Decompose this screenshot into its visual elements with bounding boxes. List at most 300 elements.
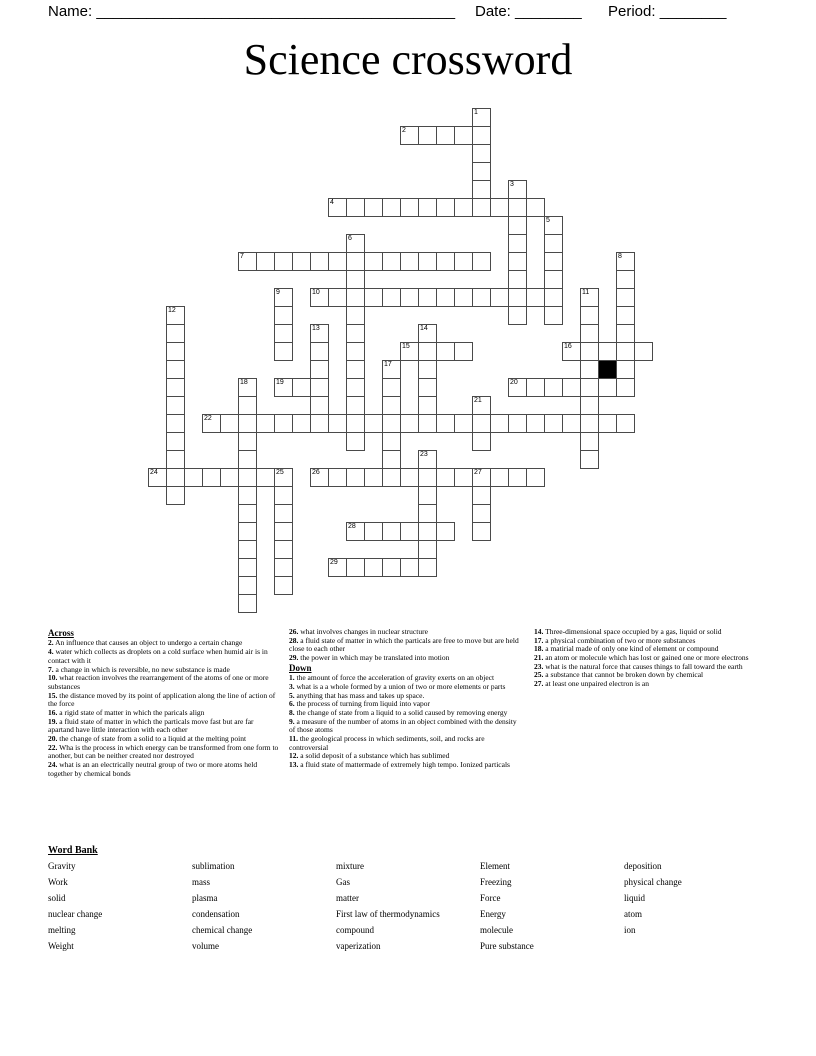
- crossword-cell: [508, 468, 527, 487]
- crossword-cell: [274, 468, 293, 487]
- crossword-cell: [508, 306, 527, 325]
- crossword-cell: [418, 522, 437, 541]
- word-bank-item: Energy: [480, 909, 506, 919]
- crossword-cell: [382, 198, 401, 217]
- clue-number: 22: [204, 415, 212, 422]
- crossword-cell: [256, 414, 275, 433]
- crossword-cell: [454, 198, 473, 217]
- crossword-cell: [454, 414, 473, 433]
- crossword-cell: [400, 252, 419, 271]
- crossword-cell: [238, 252, 257, 271]
- crossword-cell: [472, 522, 491, 541]
- word-bank-item: vaperization: [336, 941, 381, 951]
- crossword-cell: [346, 378, 365, 397]
- crossword-cell: [166, 342, 185, 361]
- crossword-cell: [580, 342, 599, 361]
- crossword-cell: [544, 234, 563, 253]
- crossword-cell: [292, 252, 311, 271]
- crossword-cell: [400, 126, 419, 145]
- crossword-cell: [580, 414, 599, 433]
- crossword-cell: [508, 216, 527, 235]
- clue-number: 11: [582, 289, 590, 296]
- crossword-cell: [472, 108, 491, 127]
- clue-number: 29: [330, 559, 338, 566]
- word-bank-item: deposition: [624, 861, 662, 871]
- word-bank-item: physical change: [624, 877, 682, 887]
- period-label: Period:: [608, 3, 656, 20]
- crossword-cell: [364, 468, 383, 487]
- crossword-cell: [220, 414, 239, 433]
- crossword-cell: [274, 324, 293, 343]
- crossword-cell: [256, 252, 275, 271]
- crossword-cell: [238, 576, 257, 595]
- crossword-cell: [148, 468, 167, 487]
- crossword-cell: [382, 360, 401, 379]
- crossword-cell: [274, 306, 293, 325]
- crossword-cell: [274, 576, 293, 595]
- crossword-cell: [526, 378, 545, 397]
- crossword-cell: [166, 414, 185, 433]
- crossword-cell: [418, 252, 437, 271]
- crossword-cell: [346, 522, 365, 541]
- crossword-cell: [364, 522, 383, 541]
- name-label: Name:: [48, 3, 93, 20]
- crossword-cell: [238, 522, 257, 541]
- period-blank-line: ________: [659, 3, 727, 20]
- crossword-cell: [310, 468, 329, 487]
- across-heading: Across: [48, 628, 74, 638]
- word-bank-item: Freezing: [480, 877, 512, 887]
- crossword-cell: [580, 432, 599, 451]
- crossword-cell: [364, 198, 383, 217]
- crossword-cell: [526, 198, 545, 217]
- crossword-cell: [454, 342, 473, 361]
- word-bank-item: chemical change: [192, 925, 253, 935]
- date-label: Date:: [475, 3, 511, 20]
- clue-number: 16: [564, 343, 572, 350]
- crossword-grid: [130, 108, 654, 614]
- crossword-cell: [274, 540, 293, 559]
- crossword-cell: [544, 288, 563, 307]
- crossword-cell: [418, 558, 437, 577]
- clue-26: 26. what involves changes in nuclear structure: [289, 627, 428, 636]
- crossword-cell: [400, 522, 419, 541]
- word-bank-item: Pure substance: [480, 941, 534, 951]
- crossword-cell: [544, 378, 563, 397]
- crossword-cell: [400, 558, 419, 577]
- crossword-cell: [526, 288, 545, 307]
- crossword-cell: [166, 432, 185, 451]
- crossword-cell: [328, 198, 347, 217]
- crossword-filled-cell: [598, 360, 617, 379]
- crossword-cell: [364, 414, 383, 433]
- crossword-cell: [508, 234, 527, 253]
- crossword-cell: [418, 126, 437, 145]
- word-bank-item: nuclear change: [48, 909, 103, 919]
- word-bank-item: Gravity: [48, 861, 76, 871]
- word-bank-item: Element: [480, 861, 510, 871]
- clue-8: 8. the change of state from a liquid to a solid caused by removing energy: [289, 707, 508, 717]
- crossword-cell: [274, 288, 293, 307]
- crossword-cell: [238, 594, 257, 613]
- crossword-cell: [580, 378, 599, 397]
- crossword-cell: [274, 378, 293, 397]
- crossword-cell: [508, 378, 527, 397]
- clue-19: 19. a fluid state of matter in which the particals move fast but are far apartand have little interaction with each other: [48, 716, 254, 735]
- clue-11: 11. the geological process in which sediments, soil, and rocks are controversial: [289, 734, 485, 752]
- clue-number: 10: [312, 289, 320, 296]
- crossword-cell: [382, 450, 401, 469]
- crossword-cell: [310, 360, 329, 379]
- crossword-cell: [364, 288, 383, 307]
- crossword-cell: [526, 414, 545, 433]
- clue-number: 21: [474, 397, 482, 404]
- word-bank-item: Force: [480, 893, 501, 903]
- page-title: Science crossword: [243, 35, 573, 84]
- clue-number: 28: [348, 523, 356, 530]
- word-bank-item: Work: [48, 877, 68, 887]
- crossword-cell: [382, 396, 401, 415]
- crossword-cell: [382, 414, 401, 433]
- crossword-cell: [544, 306, 563, 325]
- crossword-cell: [310, 414, 329, 433]
- clue-number: 27: [474, 469, 482, 476]
- clue-14: 14. Three-dimensional space occupied by a gas, liquid or solid: [534, 627, 722, 636]
- crossword-cell: [238, 378, 257, 397]
- crossword-cell: [328, 558, 347, 577]
- crossword-cell: [364, 252, 383, 271]
- crossword-cell: [346, 558, 365, 577]
- word-bank-item: volume: [192, 941, 219, 951]
- crossword-cell: [472, 486, 491, 505]
- crossword-cell: [346, 342, 365, 361]
- crossword-cell: [184, 468, 203, 487]
- crossword-cell: [292, 414, 311, 433]
- crossword-cell: [490, 288, 509, 307]
- date-blank-line: ________: [515, 3, 582, 20]
- crossword-cell: [616, 288, 635, 307]
- crossword-cell: [508, 288, 527, 307]
- crossword-cell: [598, 342, 617, 361]
- crossword-cell: [166, 450, 185, 469]
- crossword-cell: [436, 252, 455, 271]
- crossword-cell: [472, 252, 491, 271]
- word-bank: [48, 861, 768, 957]
- crossword-cell: [472, 180, 491, 199]
- word-bank-item: sublimation: [192, 861, 235, 871]
- crossword-cell: [490, 198, 509, 217]
- crossword-cell: [562, 378, 581, 397]
- crossword-cell: [346, 432, 365, 451]
- clue-number: 7: [240, 253, 244, 260]
- crossword-cell: [634, 342, 653, 361]
- clue-number: 18: [240, 379, 248, 386]
- crossword-cell: [310, 342, 329, 361]
- crossword-cell: [454, 126, 473, 145]
- crossword-cell: [580, 450, 599, 469]
- clue-number: 23: [420, 451, 428, 458]
- crossword-cell: [508, 180, 527, 199]
- crossword-cell: [346, 468, 365, 487]
- crossword-cell: [490, 414, 509, 433]
- crossword-cell: [310, 378, 329, 397]
- clue-number: 20: [510, 379, 518, 386]
- clue-number: 1: [474, 109, 478, 116]
- period-field: [608, 3, 726, 20]
- crossword-cell: [418, 486, 437, 505]
- crossword-cell: [166, 360, 185, 379]
- crossword-cell: [274, 414, 293, 433]
- crossword-cell: [274, 522, 293, 541]
- clue-5: 5. anything that has mass and takes up space.: [289, 690, 425, 700]
- crossword-cell: [436, 198, 455, 217]
- date-field: [475, 3, 582, 20]
- crossword-cell: [472, 468, 491, 487]
- clue-9: 9. a measure of the number of atoms in an object combined with the density of those atoms: [289, 716, 517, 735]
- crossword-cell: [400, 342, 419, 361]
- crossword-cell: [202, 414, 221, 433]
- crossword-cell: [346, 288, 365, 307]
- crossword-cell: [418, 342, 437, 361]
- crossword-cell: [544, 252, 563, 271]
- crossword-cell: [454, 288, 473, 307]
- crossword-cell: [238, 450, 257, 469]
- crossword-cell: [436, 414, 455, 433]
- crossword-cell: [220, 468, 239, 487]
- crossword-cell: [598, 414, 617, 433]
- word-bank-item: Weight: [48, 941, 74, 951]
- crossword-cell: [346, 324, 365, 343]
- crossword-cell: [346, 252, 365, 271]
- crossword-cell: [616, 378, 635, 397]
- crossword-cell: [436, 342, 455, 361]
- clue-number: 25: [276, 469, 284, 476]
- clue-21: 21. an atom or molecule which has lost or gained one or more electrons: [534, 653, 749, 663]
- crossword-cell: [616, 252, 635, 271]
- crossword-cell: [616, 342, 635, 361]
- clue-7: 7. a change in which is reversible, no new substance is made: [48, 664, 230, 674]
- crossword-cell: [328, 252, 347, 271]
- clue-29: 29. the power in which may be translated into motion: [289, 653, 450, 663]
- clue-number: 13: [312, 325, 320, 332]
- clue-10: 10. what reaction involves the rearrangement of the atoms of one or more substances: [48, 673, 269, 691]
- crossword-cell: [436, 468, 455, 487]
- clue-number: 26: [312, 469, 320, 476]
- crossword-cell: [616, 360, 635, 379]
- crossword-cell: [580, 306, 599, 325]
- crossword-cell: [400, 468, 419, 487]
- word-bank-item: solid: [48, 893, 66, 903]
- crossword-cell: [328, 288, 347, 307]
- crossword-cell: [364, 558, 383, 577]
- clue-3: 3. what is a a whole formed by a union of two or more elements or parts: [289, 681, 506, 691]
- crossword-cell: [544, 270, 563, 289]
- crossword-cell: [238, 558, 257, 577]
- word-bank-item: compound: [336, 925, 374, 935]
- crossword-cell: [418, 540, 437, 559]
- crossword-cell: [400, 288, 419, 307]
- clue-27: 27. at least one unpaired electron is an: [534, 679, 649, 689]
- clue-number: 12: [168, 307, 176, 314]
- crossword-cell: [508, 198, 527, 217]
- clue-number: 8: [618, 253, 622, 260]
- crossword-cell: [292, 378, 311, 397]
- clue-number: 15: [402, 343, 410, 350]
- crossword-cell: [418, 360, 437, 379]
- crossword-cell: [346, 360, 365, 379]
- crossword-cell: [382, 522, 401, 541]
- crossword-cell: [436, 288, 455, 307]
- crossword-cell: [274, 558, 293, 577]
- crossword-cell: [274, 504, 293, 523]
- crossword-cell: [238, 540, 257, 559]
- crossword-cell: [346, 414, 365, 433]
- crossword-cell: [274, 486, 293, 505]
- crossword-cell: [274, 342, 293, 361]
- crossword-cell: [580, 288, 599, 307]
- name-blank-line: ___________________________________________: [96, 3, 456, 20]
- crossword-cell: [238, 414, 257, 433]
- crossword-cell: [490, 468, 509, 487]
- crossword-cell: [472, 432, 491, 451]
- crossword-cell: [472, 162, 491, 181]
- word-bank-item: liquid: [624, 893, 646, 903]
- crossword-cell: [346, 270, 365, 289]
- crossword-cell: [400, 198, 419, 217]
- crossword-cell: [580, 396, 599, 415]
- clue-12: 12. a solid deposit of a substance which has sublimed: [289, 751, 450, 761]
- word-bank-item: ion: [624, 925, 636, 935]
- crossword-cell: [166, 306, 185, 325]
- crossword-cell: [166, 468, 185, 487]
- crossword-cell: [382, 558, 401, 577]
- crossword-cell: [346, 306, 365, 325]
- word-bank-item: plasma: [192, 893, 218, 903]
- crossword-cell: [346, 396, 365, 415]
- crossword-cell: [508, 270, 527, 289]
- clue-16: 16. a rigid state of matter in which the paricals align: [48, 707, 205, 717]
- word-bank-item: mass: [192, 877, 210, 887]
- crossword-cell: [328, 414, 347, 433]
- crossword-cell: [616, 306, 635, 325]
- clue-18: 18. a matirial made of only one kind of element or compound: [534, 644, 719, 654]
- clue-number: 4: [330, 199, 334, 206]
- crossword-cell: [472, 198, 491, 217]
- crossword-cell: [382, 432, 401, 451]
- crossword-cell: [346, 198, 365, 217]
- clue-28: 28. a fluid state of matter in which the particals are free to move but are held close to each other: [289, 635, 519, 654]
- clue-22: 22. Wha is the process in which energy can be transformed from one form to another, but can be neither created nor destroyed: [48, 742, 279, 761]
- crossword-cell: [418, 414, 437, 433]
- word-bank-item: molecule: [480, 925, 513, 935]
- crossword-cell: [580, 360, 599, 379]
- clue-25: 25. a substance that cannot be broken down by chemical: [534, 670, 704, 680]
- crossword-cell: [166, 486, 185, 505]
- crossword-cell: [472, 126, 491, 145]
- crossword-cell: [382, 468, 401, 487]
- crossword-cell: [166, 324, 185, 343]
- crossword-cell: [418, 198, 437, 217]
- crossword-cell: [508, 252, 527, 271]
- crossword-cell: [166, 378, 185, 397]
- clue-6: 6. the process of turning from liquid into vapor: [289, 699, 431, 709]
- crossword-cell: [418, 504, 437, 523]
- clue-number: 2: [402, 127, 406, 134]
- word-bank-item: condensation: [192, 909, 240, 919]
- clue-number: 3: [510, 181, 514, 188]
- crossword-cell: [472, 414, 491, 433]
- clue-number: 5: [546, 217, 550, 224]
- clue-2: 2. An influence that causes an object to undergo a certain change: [48, 638, 243, 648]
- crossword-cell: [310, 288, 329, 307]
- crossword-cell: [562, 414, 581, 433]
- crossword-cell: [256, 468, 275, 487]
- crossword-cell: [472, 396, 491, 415]
- crossword-cell: [310, 396, 329, 415]
- crossword-cell: [238, 396, 257, 415]
- word-bank-item: matter: [336, 893, 359, 903]
- word-bank-item: Gas: [336, 877, 350, 887]
- crossword-cell: [328, 468, 347, 487]
- crossword-cell: [310, 324, 329, 343]
- crossword-cell: [382, 378, 401, 397]
- word-bank-item: mixture: [336, 861, 364, 871]
- crossword-cell: [418, 378, 437, 397]
- word-bank-item: melting: [48, 925, 76, 935]
- clues-column-1: [48, 628, 281, 778]
- crossword-cell: [454, 468, 473, 487]
- clue-number: 19: [276, 379, 284, 386]
- crossword-cell: [616, 324, 635, 343]
- crossword-cell: [418, 324, 437, 343]
- crossword-cell: [238, 468, 257, 487]
- crossword-cell: [616, 414, 635, 433]
- clue-20: 20. the change of state from a solid to a liquid at the melting point: [48, 734, 247, 743]
- clue-number: 6: [348, 235, 352, 242]
- clue-number: 17: [384, 361, 392, 368]
- crossword-cell: [436, 126, 455, 145]
- crossword-cell: [598, 378, 617, 397]
- clue-23: 23. what is the natural force that causes things to fall toward the earth: [534, 661, 743, 671]
- crossword-cell: [238, 432, 257, 451]
- clues-column-3: [534, 628, 767, 689]
- clue-4: 4. water which collects as droplets on a cold surface when humid air is in contact with it: [48, 647, 268, 665]
- clues-column-2: [289, 628, 522, 770]
- crossword-cell: [418, 396, 437, 415]
- name-field: [48, 3, 455, 20]
- crossword-cell: [238, 504, 257, 523]
- crossword-cell: [436, 522, 455, 541]
- crossword-cell: [202, 468, 221, 487]
- clue-number: 24: [150, 469, 158, 476]
- crossword-cell: [418, 288, 437, 307]
- clue-13: 13. a fluid state of mattermade of extremely high tempo. Ionized particals: [289, 760, 510, 770]
- crossword-cell: [472, 504, 491, 523]
- crossword-cell: [454, 252, 473, 271]
- crossword-cell: [508, 414, 527, 433]
- crossword-cell: [274, 252, 293, 271]
- crossword-cell: [418, 468, 437, 487]
- clue-17: 17. a physical combination of two or more substances: [534, 635, 696, 645]
- down-heading: Down: [289, 662, 312, 673]
- clue-number: 14: [420, 325, 428, 332]
- clue-24: 24. what is an an electrically neutral group of two or more atoms held together by chemical bonds: [48, 760, 258, 778]
- crossword-cell: [166, 396, 185, 415]
- crossword-cell: [382, 288, 401, 307]
- word-bank-item: atom: [624, 909, 642, 919]
- crossword-cell: [526, 468, 545, 487]
- crossword-cell: [472, 144, 491, 163]
